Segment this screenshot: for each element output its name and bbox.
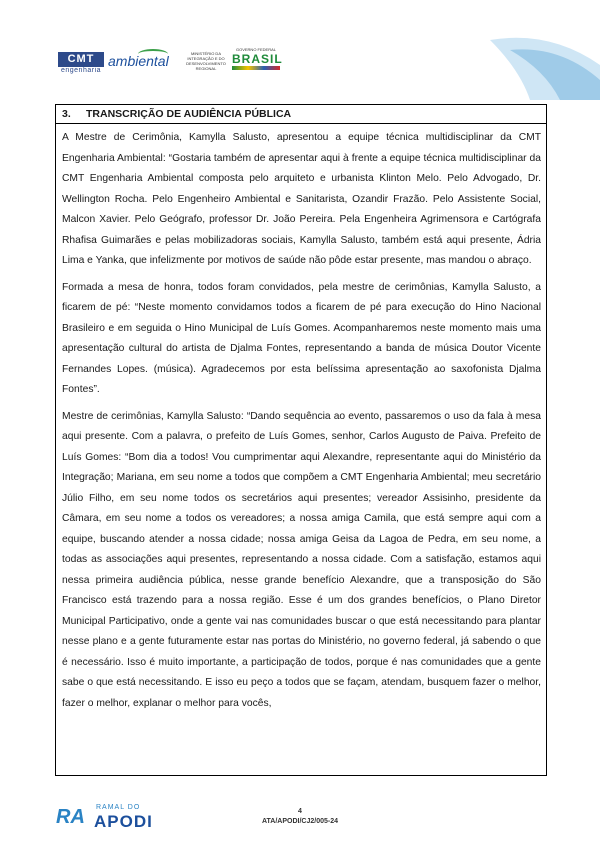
cmt-logo-text: CMT (58, 52, 104, 67)
paragraph: A Mestre de Cerimônia, Kamylla Salusto, apresentou a equipe técnica multidisciplinar da CMT Engenharia Ambiental: “Gostaria também de apresentar aqui à frente a equipe técnica multidisciplinar da CMT Engenharia Ambiental composta pelo arquiteto e urbanista Klinton Melo. Pelo Advogado, Dr. Wellington Rocha. Pelo Engenheiro Ambiental e Sanitarista, Ozandir Frazão. Pelo Assistente Social, Malcon Xavier. Pelo Geógrafo, professor Dr. João Pereira. Pela Engenheira Agrimensora e Cartógrafa Rhafisa Guimarães e pelas mobilizadoras sociais, Kamylla Salusto, também está aqui presente, Ádria Lima e Yanka, que infelizmente por motivos de saúde não pôde estar presente, mas mandou o abraço. (62, 132, 541, 266)
section-number: 3. (62, 108, 71, 120)
section-title: TRANSCRIÇÃO DE AUDIÊNCIA PÚBLICA (86, 108, 292, 120)
section-heading (56, 105, 546, 124)
ramal-logo-label: RAMAL DO (96, 804, 141, 811)
governo-federal-logo (232, 47, 283, 77)
ambiental-logo: ambiental (108, 53, 169, 69)
page-header (0, 0, 600, 100)
cmt-logo (58, 52, 104, 76)
apodi-logo-label: APODI (94, 812, 153, 831)
governo-federal-label: GOVERNO FEDERAL (235, 47, 276, 52)
paragraph: Formada a mesa de honra, todos foram convidados, pela mestre de cerimônias, Kamylla Salusto, a ficarem de pé: “Neste momento convidamos todos a ficarem de pé para execução do Hino Nacional Brasileiro e em seguida o Hino Municipal de Luís Gomes. Acompanharemos neste momento mais uma apresentação cultural do artista de Djalma Fontes, representando a banda de música Doutor Vicente Fernandes Lopes. (música). Agradecemos por esta belíssima apresentação ao saxofonista Djalma Fontes”. (62, 281, 541, 395)
brasil-wordmark: BRASIL (232, 52, 283, 66)
corner-decoration-icon (490, 30, 600, 100)
brasil-color-bar (232, 66, 280, 70)
paragraph: Mestre de cerimônias, Kamylla Salusto: “Dando sequência ao evento, passaremos o uso da fala à mesa aqui presente. Com a palavra, o prefeito de Luís Gomes, senhor, Carlos Augusto de Paiva. Prefeito de Luís Gomes: “Bom dia a todos! Vou cumprimentar aqui Alexandre, representante aqui do Ministério da Integração; Mariana, em seu nome a todos que compõem a CMT Engenharia Ambiental; meu secretário Júlio Filho, em seu nome todos os secretários aqui presentes; vereador Assisinho, presidente da Câmara, em seu nome a todos os vereadores; a nossa amiga Camila, que está sempre aqui com a equipe, buscando atender a nossa cidade; nossa amiga Geisa da Lagoa de Pedra, em seu nome, a todas as associações aqui presentes, representando a nossa cidade. Com a satisfação, estamos aqui nessa primeira audiência pública, nesse grande benefício Alexandre, que a transposição do São Francisco está trazendo para a nossa região. Esse é um dos grandes benefícios, o Plano Diretor Municipal Participativo, onde a gente vai nas comunidades buscar o que está necessitando para plantar nesse plano e a gente futuramente estar nas portas do Ministério, no governo federal, já sabendo o que é necessário. Isso é muito importante, a participação de todos, porque é nas comunidades que a gente sabe o que está necessitando. E isso eu peço a todos que se façam, atendam, busquem fazer o melhor, fazer o melhor, explanar o melhor para vocês, (62, 410, 541, 709)
ministerio-logo (186, 51, 226, 75)
cmt-logo-subtitle: engenharia (60, 67, 102, 74)
ministerio-logo-text: MINISTÉRIO DA INTEGRAÇÃO E DO DESENVOLVIMENTO REGIONAL (186, 51, 226, 71)
document-body (55, 104, 547, 776)
document-code: ATA/APODI/CJ2/005-24 (262, 818, 338, 825)
page-number: 4 (298, 808, 302, 815)
transcription-text (56, 124, 546, 714)
ramal-do-apodi-logo (56, 800, 166, 832)
ramal-logo-mark: RA (56, 806, 85, 828)
